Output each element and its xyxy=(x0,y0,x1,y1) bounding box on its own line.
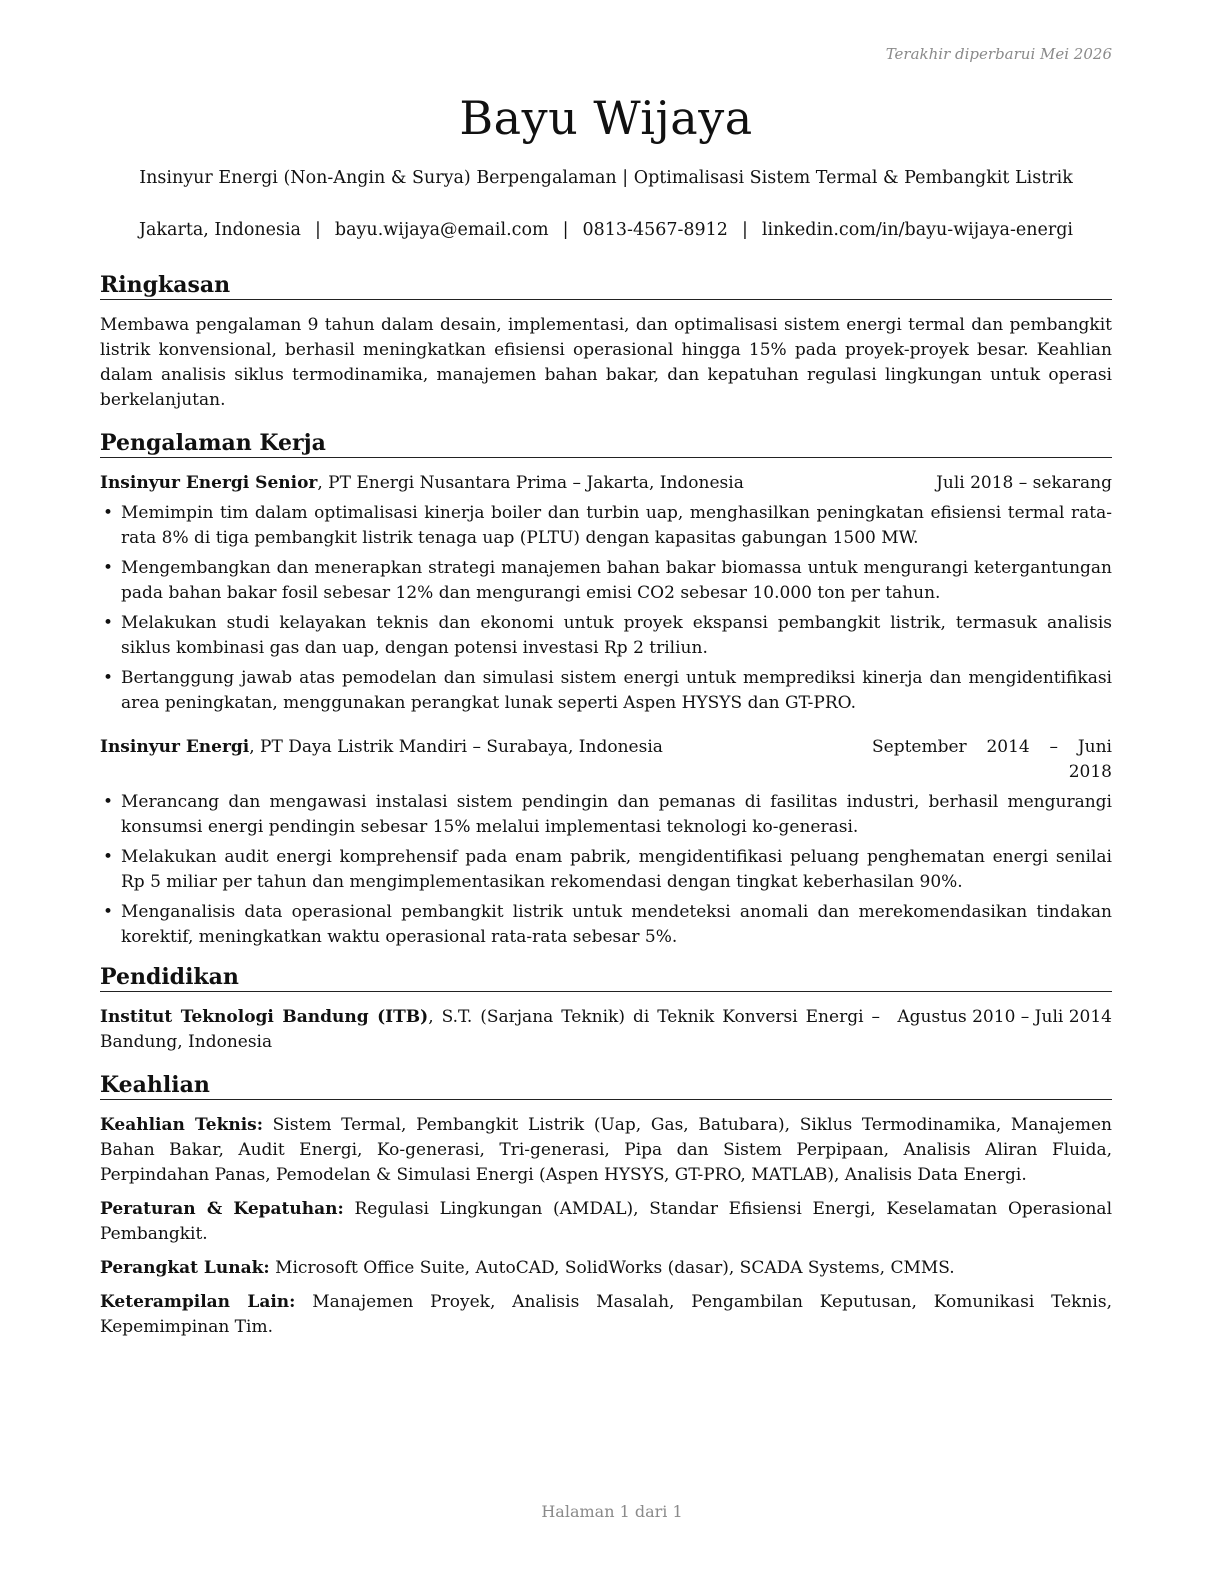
last-updated: Terakhir diperbarui Mei 2026 xyxy=(885,45,1112,63)
contact-separator: | xyxy=(741,220,748,240)
job-company: , PT Energi Nusantara Prima – Jakarta, Indonesia xyxy=(317,473,744,493)
skill-group xyxy=(100,1197,1112,1247)
education-entry xyxy=(100,1005,1112,1055)
job-entry xyxy=(100,471,1112,716)
job-company: , PT Daya Listrik Mandiri – Surabaya, Indonesia xyxy=(249,737,663,757)
skill-group xyxy=(100,1290,1112,1340)
skill-label: Perangkat Lunak: xyxy=(100,1258,270,1278)
skill-label: Keahlian Teknis: xyxy=(100,1115,264,1135)
section-title-education: Pendidikan xyxy=(100,964,1112,992)
list-item: • Melakukan audit energi komprehensif pada enam pabrik, mengidentifikasi peluang penghematan energi senilai Rp 5 miliar per tahun dan mengimplementasikan rekomendasi dengan tingkat keberhasilan 90%. xyxy=(103,847,1112,892)
job-dates: Juli 2018 – sekarang xyxy=(936,473,1112,493)
candidate-name: Bayu Wijaya xyxy=(459,91,753,145)
job-dates: September 2014 – Juni 2018 xyxy=(872,737,1112,782)
list-item: • Merancang dan mengawasi instalasi sistem pendingin dan pemanas di fasilitas industri, berhasil mengurangi konsumsi energi pendingin sebesar 15% melalui implementasi teknologi ko-generasi. xyxy=(103,792,1112,837)
bullet-dot-icon: • xyxy=(103,558,114,578)
bullet-dot-icon: • xyxy=(103,503,114,523)
skill-label: Keterampilan Lain: xyxy=(100,1292,296,1312)
skill-text: Regulasi Lingkungan (AMDAL), Standar Efisiensi Energi, Keselamatan Operasional Pembangkit. xyxy=(100,1199,1113,1244)
list-item: • Mengembangkan dan menerapkan strategi manajemen bahan bakar biomassa untuk mengurangi ketergantungan pada bahan bakar fosil sebesar 12% dan mengurangi emisi CO2 sebesar 10.000 ton per tahun. xyxy=(103,558,1112,603)
contact-line xyxy=(100,220,1112,240)
resume-page xyxy=(100,0,1112,1584)
summary-text: Membawa pengalaman 9 tahun dalam desain, implementasi, dan optimalisasi sistem energi termal dan pembangkit listrik konvensional, berhasil meningkatkan efisiensi operasional hingga 15% pada proyek-proyek besar. Keahlian dalam analisis siklus termodinamika, manajemen bahan bakar, dan kepatuhan regulasi lingkungan untuk operasi berkelanjutan. xyxy=(100,315,1112,410)
contact-separator: | xyxy=(562,220,569,240)
education-detail: , S.T. (Sarjana Teknik) di Teknik Konversi Energi – Bandung, Indonesia xyxy=(100,1007,880,1052)
job-header xyxy=(100,471,1112,496)
job-bullets xyxy=(100,501,1112,716)
job-entry xyxy=(100,735,1112,950)
contact-separator: | xyxy=(315,220,321,240)
list-item: • Melakukan studi kelayakan teknis dan ekonomi untuk proyek ekspansi pembangkit listrik, termasuk analisis siklus kombinasi gas dan uap, dengan potensi investasi Rp 2 triliun. xyxy=(103,613,1112,658)
list-item: • Menganalisis data operasional pembangkit listrik untuk mendeteksi anomali dan merekomendasikan tindakan korektif, meningkatkan waktu operasional rata-rata sebesar 5%. xyxy=(103,902,1112,947)
list-item: • Bertanggung jawab atas pemodelan dan simulasi sistem energi untuk memprediksi kinerja dan mengidentifikasi area peningkatan, menggunakan perangkat lunak seperti Aspen HYSYS dan GT-PRO. xyxy=(103,668,1112,713)
education-dates: Agustus 2010 – Juli 2014 xyxy=(897,1007,1112,1027)
contact-linkedin[interactable]: linkedin.com/in/bayu-wijaya-energi xyxy=(761,220,1074,240)
job-header xyxy=(100,735,1112,785)
bullet-dot-icon: • xyxy=(103,792,114,812)
section-title-summary: Ringkasan xyxy=(100,272,1112,300)
section-title-experience: Pengalaman Kerja xyxy=(100,430,1112,458)
page-number: Halaman 1 dari 1 xyxy=(541,1502,683,1521)
education-institution: Institut Teknologi Bandung (ITB) xyxy=(100,1007,429,1027)
skill-group xyxy=(100,1256,1112,1281)
job-role: Insinyur Energi xyxy=(100,737,250,757)
tagline: Insinyur Energi (Non-Angin & Surya) Berpengalaman | Optimalisasi Sistem Termal & Pembangkit Listrik xyxy=(139,168,1073,188)
skill-text: Sistem Termal, Pembangkit Listrik (Uap, Gas, Batubara), Siklus Termodinamika, Manajemen Bahan Bakar, Audit Energi, Ko-generasi, Tri-generasi, Pipa dan Sistem Perpipaan, Analisis Aliran Fluida, Perpindahan Panas, Pemodelan & Simulasi Energi (Aspen HYSYS, GT-PRO, MATLAB), Analisis Data Energi. xyxy=(100,1115,1112,1185)
contact-phone: 0813-4567-8912 xyxy=(582,220,728,240)
skill-text: Manajemen Proyek, Analisis Masalah, Pengambilan Keputusan, Komunikasi Teknis, Kepemimpinan Tim. xyxy=(100,1292,1112,1337)
resume-body xyxy=(100,272,1112,1349)
bullet-dot-icon: • xyxy=(103,668,114,688)
contact-email[interactable]: bayu.wijaya@email.com xyxy=(334,220,549,240)
skill-label: Peraturan & Kepatuhan: xyxy=(100,1199,344,1219)
bullet-dot-icon: • xyxy=(103,847,114,867)
contact-location: Jakarta, Indonesia xyxy=(138,220,301,240)
skill-text: Microsoft Office Suite, AutoCAD, SolidWorks (dasar), SCADA Systems, CMMS. xyxy=(269,1258,955,1278)
skill-group xyxy=(100,1113,1112,1188)
list-item: • Memimpin tim dalam optimalisasi kinerja boiler dan turbin uap, menghasilkan peningkatan efisiensi termal rata-rata 8% di tiga pembangkit listrik tenaga uap (PLTU) dengan kapasitas gabungan 1500 MW. xyxy=(103,503,1112,548)
section-title-skills: Keahlian xyxy=(100,1072,1112,1100)
job-role: Insinyur Energi Senior xyxy=(100,473,318,493)
bullet-dot-icon: • xyxy=(103,613,114,633)
job-bullets xyxy=(100,790,1112,950)
bullet-dot-icon: • xyxy=(103,902,114,922)
